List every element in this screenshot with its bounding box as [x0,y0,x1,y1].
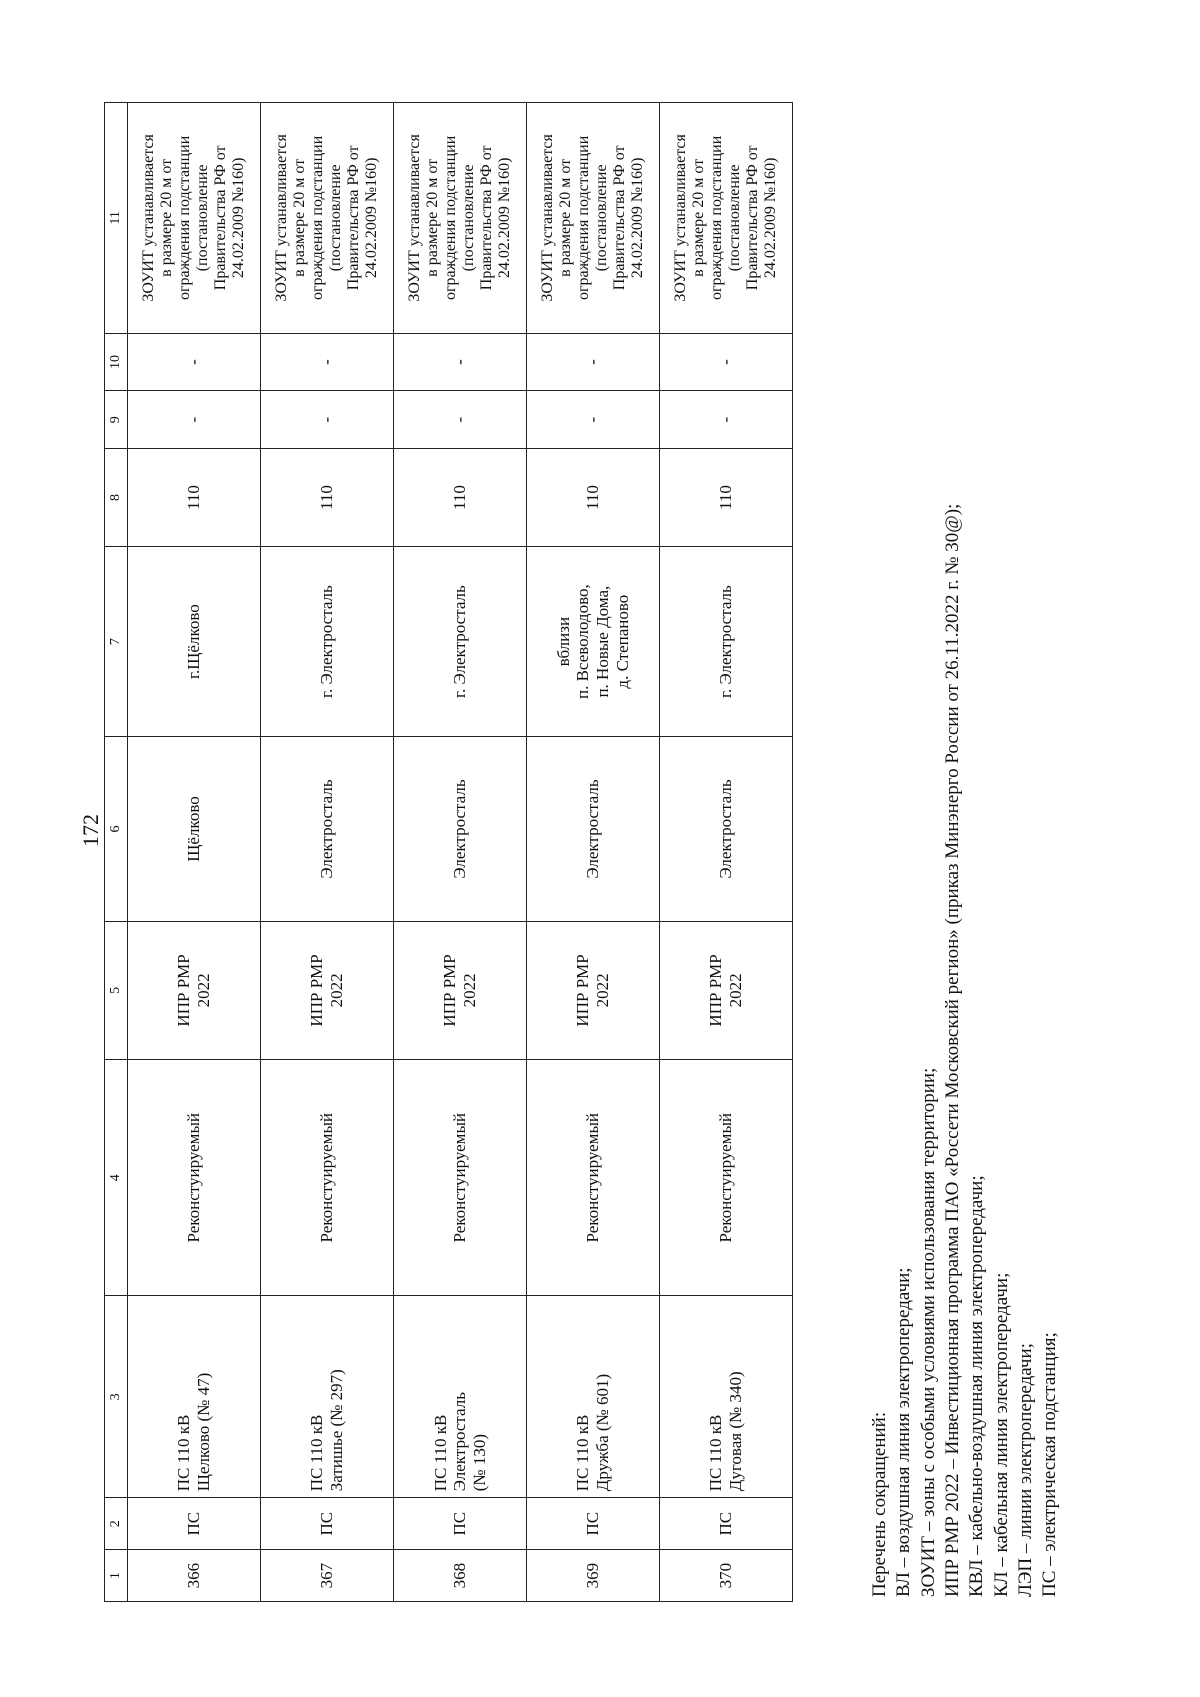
legend-item: ПС – электрическая подстанция; [1039,1332,1061,1597]
district-name-cell: Электросталь [394,737,527,921]
object-status-cell: Реконстуируемый [394,1060,527,1296]
legend-title: Перечень сокращений: [869,1411,890,1597]
legend-item: ЛЭП – линии электропередачи; [1014,1343,1036,1597]
col-header: 10 [105,333,128,391]
column-10-value-cell: - [660,333,793,391]
district-name-cell: Щёлково [128,737,261,921]
legend-item: КЛ – кабельная линия электропередачи; [990,1272,1012,1597]
column-10-value-cell: - [261,333,394,391]
program-basis-cell: ИПР РМР 2022 [394,921,527,1059]
program-basis-cell: ИПР РМР 2022 [261,921,394,1059]
voltage-kv-cell: 110 [527,449,660,547]
voltage-kv-cell: 110 [261,449,394,547]
col-header: 4 [105,1060,128,1296]
district-name-cell: Электросталь [660,737,793,921]
object-status-cell: Реконстуируемый [261,1060,394,1296]
object-type-cell: ПС [128,1498,261,1550]
district-name-cell: Электросталь [261,737,394,921]
table-row [128,103,261,1602]
district-name-cell: Электросталь [527,737,660,921]
object-type-cell: ПС [394,1498,527,1550]
row-number-cell: 370 [660,1550,793,1602]
program-basis-cell: ИПР РМР 2022 [128,921,261,1059]
abbreviations-legend [868,97,1063,1597]
column-10-value-cell: - [394,333,527,391]
location-cell: г.Щёлково [128,547,261,737]
column-9-value-cell: - [394,391,527,449]
object-name-cell: ПС 110 кВ Щелково (№ 47) [128,1296,261,1498]
column-10-value-cell: - [128,333,261,391]
col-header: 8 [105,449,128,547]
table-row [527,103,660,1602]
object-status-cell: Реконстуируемый [128,1060,261,1296]
row-number-cell: 369 [527,1550,660,1602]
zouit-description-cell: ЗОУИТ устанавливается в размере 20 м от ограждения подстанции (постановление Правительства РФ от 24.02.2009 №160) [128,103,261,334]
voltage-kv-cell: 110 [394,449,527,547]
object-status-cell: Реконстуируемый [527,1060,660,1296]
location-cell: г. Электросталь [394,547,527,737]
column-9-value-cell: - [261,391,394,449]
table-header-row [105,103,128,1602]
zouit-description-cell: ЗОУИТ устанавливается в размере 20 м от ограждения подстанции (постановление Правительства РФ от 24.02.2009 №160) [527,103,660,334]
col-header: 3 [105,1296,128,1498]
object-status-cell: Реконстуируемый [660,1060,793,1296]
row-number-cell: 366 [128,1550,261,1602]
col-header: 1 [105,1550,128,1602]
col-header: 9 [105,391,128,449]
col-header: 5 [105,921,128,1059]
table-row [261,103,394,1602]
object-name-cell: ПС 110 кВ Дуговая (№ 340) [660,1296,793,1498]
table-row [660,103,793,1602]
object-type-cell: ПС [660,1498,793,1550]
column-10-value-cell: - [527,333,660,391]
zouit-description-cell: ЗОУИТ устанавливается в размере 20 м от ограждения подстанции (постановление Правительства РФ от 24.02.2009 №160) [261,103,394,334]
location-cell: г. Электросталь [261,547,394,737]
program-basis-cell: ИПР РМР 2022 [527,921,660,1059]
voltage-kv-cell: 110 [660,449,793,547]
page-number: 172 [78,814,103,847]
col-header: 2 [105,1498,128,1550]
zouit-description-cell: ЗОУИТ устанавливается в размере 20 м от ограждения подстанции (постановление Правительства РФ от 24.02.2009 №160) [394,103,527,334]
program-basis-cell: ИПР РМР 2022 [660,921,793,1059]
table-row [394,103,527,1602]
object-type-cell: ПС [261,1498,394,1550]
column-9-value-cell: - [128,391,261,449]
col-header: 7 [105,547,128,737]
object-type-cell: ПС [527,1498,660,1550]
location-cell: г. Электросталь [660,547,793,737]
table-body [128,103,793,1602]
legend-item: ВЛ – воздушная линия электропередачи; [893,1267,915,1597]
row-number-cell: 368 [394,1550,527,1602]
col-header: 11 [105,103,128,334]
substations-table [104,102,793,1602]
legend-item: ИПР РМР 2022 – Инвестиционная программа ПАО «Россети Московский регион» (приказ Минэнерго России от 26.11.2022 г. № 30@); [941,503,963,1597]
col-header: 6 [105,737,128,921]
object-name-cell: ПС 110 кВ Затишье (№ 297) [261,1296,394,1498]
legend-item: КВЛ – кабельно-воздушная линия электропередачи; [966,1175,988,1597]
location-cell: вблизи п. Всеволодово, п. Новые Дома, д. Степаново [527,547,660,737]
object-name-cell: ПС 110 кВ Дружба (№ 601) [527,1296,660,1498]
voltage-kv-cell: 110 [128,449,261,547]
column-9-value-cell: - [527,391,660,449]
column-9-value-cell: - [660,391,793,449]
zouit-description-cell: ЗОУИТ устанавливается в размере 20 м от ограждения подстанции (постановление Правительства РФ от 24.02.2009 №160) [660,103,793,334]
legend-item: ЗОУИТ – зоны с особыми условиями использования территории; [917,1067,939,1597]
object-name-cell: ПС 110 кВ Электросталь (№ 130) [394,1296,527,1498]
row-number-cell: 367 [261,1550,394,1602]
